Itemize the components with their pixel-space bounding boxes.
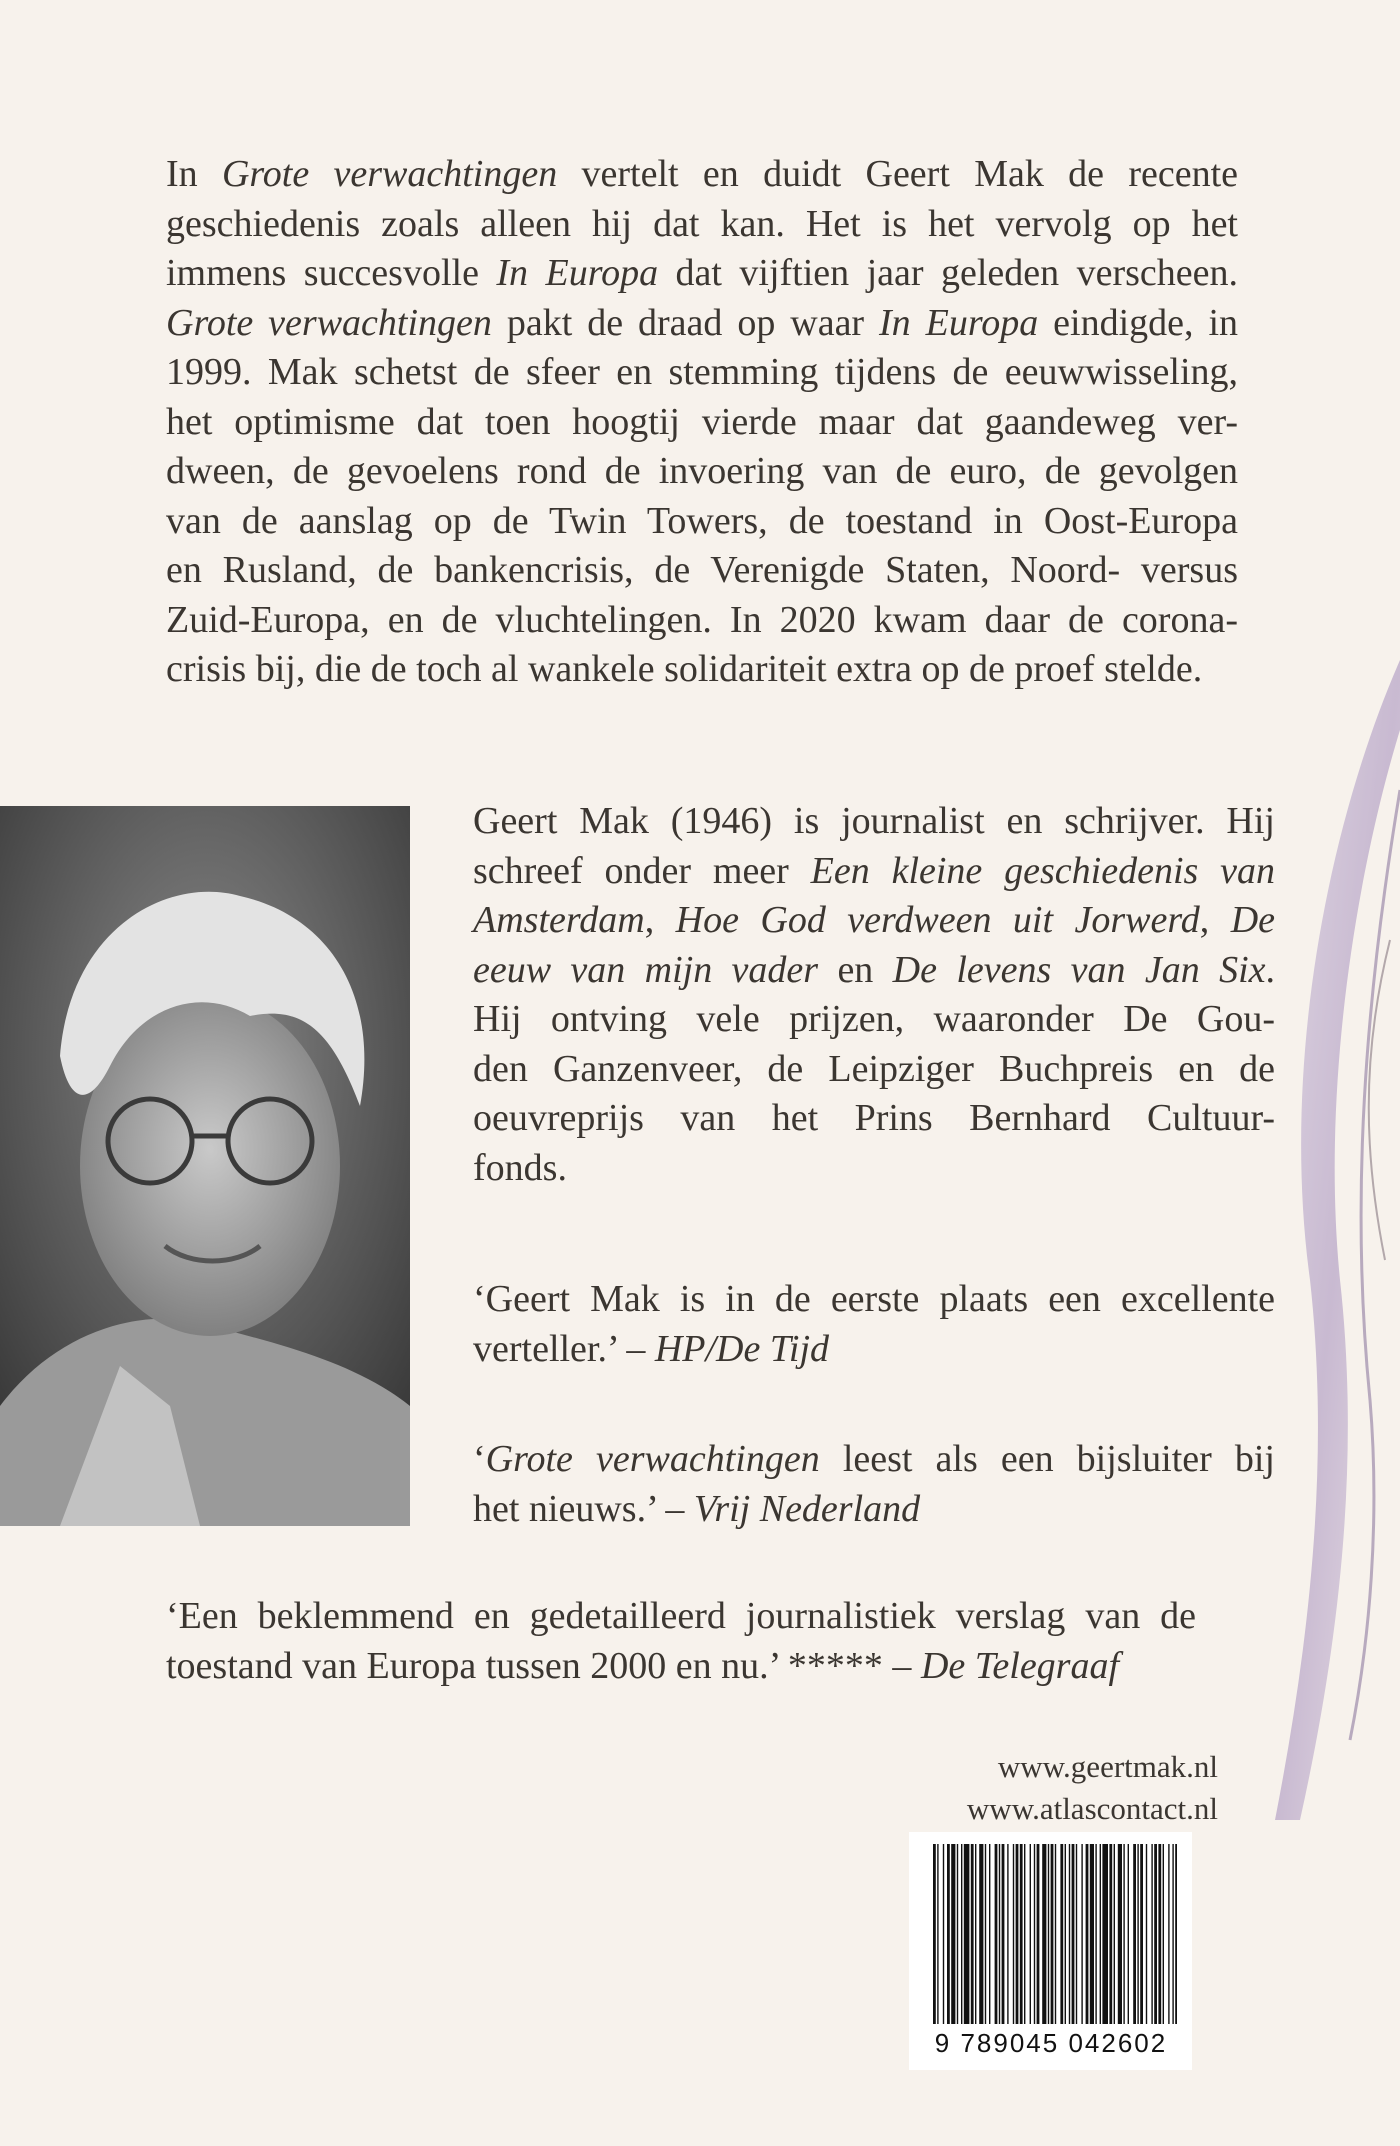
text-run: , [644,899,676,941]
barcode-bar [1123,1844,1124,2024]
text-run: van de aanslag op de Twin Towers, de toestand in Oost-Europa [166,499,1238,542]
italic-title: eeuw van mijn vader [473,948,819,991]
barcode-bar [1095,1844,1096,2024]
bio-line [473,1144,1275,1194]
bio-line [473,1045,1275,1095]
italic-title: In Europa [496,252,659,294]
review-quote-de-telegraaf [166,1592,1196,1691]
barcode-bar [1081,1844,1082,2024]
barcode-bar [961,1844,962,2024]
italic-title: Vrij Nederland [693,1487,921,1530]
italic-title: HP/De Tijd [654,1327,830,1370]
barcode-bar [1002,1844,1005,2024]
barcode-bar [1051,1844,1054,2024]
barcode-bar [1016,1844,1019,2024]
summary-line [166,150,1238,200]
text-run: leest als een bijsluiter bij [819,1438,1275,1480]
text-run: den Ganzenveer, de Leipziger Buchpreis en de [473,1047,1275,1090]
barcode-bar [1109,1844,1112,2024]
bio-line [473,1094,1275,1144]
text-run: Zuid-Europa, en de vluchtelingen. In 2020 kwam daar de corona- [166,598,1238,641]
barcode-bar [933,1844,936,2024]
barcode-bar [1151,1844,1152,2024]
italic-title: Grote verwachtingen [485,1438,820,1480]
barcode-bar [1137,1844,1138,2024]
text-run: het nieuws.’ – [473,1487,694,1530]
text-run: en Rusland, de bankencrisis, de Verenigde Staten, Noord- versus [166,549,1238,591]
italic-title: Grote verwachtingen [221,153,558,195]
review-quote-hp-de-tijd [473,1275,1275,1374]
barcode-bar [1007,1844,1008,2024]
barcode-bar [1076,1844,1077,2024]
summary-line [166,299,1238,349]
barcode-bar [937,1844,938,2024]
barcode-bar [1042,1844,1046,2024]
barcode-bar [1024,1844,1025,2024]
book-summary [166,150,1238,695]
summary-line [166,249,1238,299]
barcode-bar [1065,1844,1066,2024]
text-run: geschiedenis zoals alleen hij dat kan. Het is het vervolg op het [166,202,1238,245]
summary-line [166,645,1238,695]
barcode-bar [1146,1844,1147,2024]
summary-line [166,546,1238,596]
bio-line [473,797,1275,847]
italic-title: De Telegraaf [920,1644,1120,1687]
barcode-bar [943,1844,944,2024]
text-run: crisis bij, die de toch al wankele solidariteit extra op de proef stelde. [166,648,1203,690]
italic-title: De levens van Jan Six [892,948,1266,991]
barcode-bar [1034,1844,1035,2024]
text-run: ‘Een beklemmend en gedetailleerd journalistiek verslag van de [166,1595,1196,1637]
website-links [900,1746,1218,1830]
bio-line [473,946,1275,996]
bio-line [473,995,1275,1045]
text-run: pakt de draad op waar [491,301,880,344]
italic-title: Grote verwachtingen [166,301,492,344]
text-run: verteller.’ – [473,1327,655,1370]
quote-line [473,1275,1275,1325]
barcode-bar [1100,1844,1101,2024]
barcode-bar [995,1844,998,2024]
barcode-bar [957,1844,958,2024]
barcode-bar [1118,1844,1122,2024]
summary-line [166,447,1238,497]
barcode-bar [989,1844,990,2024]
text-run: In [166,153,222,195]
summary-line [166,596,1238,646]
summary-line [166,497,1238,547]
barcode-bar [1172,1844,1173,2024]
barcode-panel [909,1832,1192,2070]
author-photo [0,806,410,1526]
summary-line [166,398,1238,448]
text-run: toestand van Europa tussen 2000 en nu.’ ***** – [166,1644,921,1687]
barcode-bar [1140,1844,1143,2024]
text-run: vertelt en duidt Geert Mak de recente [557,153,1238,195]
barcode-bar [1060,1844,1063,2024]
text-run: Hij ontving vele prijzen, waaronder De Gou- [473,998,1275,1040]
text-run: dween, de gevoelens rond de invoering van de euro, de gevolgen [166,450,1238,492]
barcode-bar [1037,1844,1040,2024]
summary-line [166,348,1238,398]
quote-line [473,1435,1275,1485]
barcode-bar [1158,1844,1161,2024]
summary-line [166,200,1238,250]
italic-title: Amsterdam [473,899,645,941]
author-bio [473,797,1275,1193]
decorative-swirl [1270,640,1400,1840]
barcode-bar [1048,1844,1049,2024]
barcode-bar [1133,1844,1136,2024]
barcode-bar [999,1844,1000,2024]
text-run: ‘ [473,1438,486,1480]
publisher-website-link[interactable]: www.atlascontact.nl [966,1791,1218,1826]
text-run: . [1265,948,1275,991]
bio-line [473,896,1275,946]
quote-line [473,1485,1275,1535]
barcode-bar [947,1844,950,2024]
text-run: Geert Mak (1946) is journalist en schrijver. Hij [473,800,1275,842]
text-run: ‘Geert Mak is in de eerste plaats een excellente [473,1278,1275,1320]
isbn-number: 9 789045 042602 [934,2028,1168,2058]
italic-title: De [1230,899,1275,941]
italic-title: In Europa [879,301,1039,344]
text-run: oeuvreprijs van het Prins Bernhard Cultuur- [473,1097,1275,1139]
barcode-bar [1072,1844,1075,2024]
barcode-bar [985,1844,986,2024]
barcode-bar [1055,1844,1056,2024]
text-run: dat vijftien jaar geleden verscheen. [658,252,1239,294]
barcode-bar [1090,1844,1094,2024]
text-run: eindigde, in [1038,301,1238,344]
barcode-bar [975,1844,976,2024]
barcode-bar [1030,1844,1031,2024]
barcode-bar [1114,1844,1115,2024]
barcode-bar [1175,1844,1177,2024]
barcode-bar [1163,1844,1164,2024]
barcode-bar [1069,1844,1070,2024]
text-run: het optimisme dat toen hoogtij vierde maar dat gaandeweg ver- [166,400,1238,443]
isbn-barcode [933,1844,1177,2024]
bio-line [473,847,1275,897]
italic-title: Een kleine geschiedenis van [810,849,1275,892]
barcode-bar [1128,1844,1129,2024]
italic-title: Hoe God verdween uit Jorwerd [675,899,1200,941]
barcode-bar [964,1844,970,2024]
barcode-bar [979,1844,983,2024]
barcode-bar [1102,1844,1108,2024]
barcode-bar [1154,1844,1157,2024]
text-run: fonds. [473,1146,567,1189]
barcode-bar [1168,1844,1169,2024]
barcode-bar [971,1844,974,2024]
text-run: schreef onder meer [473,849,811,892]
barcode-bar [1086,1844,1089,2024]
text-run: 1999. Mak schetst de sfeer en stemming tijdens de eeuwwisseling, [166,351,1238,393]
text-run: immens succesvolle [166,252,497,294]
barcode-bar [1013,1844,1014,2024]
barcode-bar [1020,1844,1023,2024]
quote-line [473,1325,1275,1375]
quote-line [166,1642,1196,1692]
barcode-bar [951,1844,955,2024]
quote-line [166,1592,1196,1642]
text-run: , [1199,899,1231,941]
review-quote-vrij-nederland [473,1435,1275,1534]
author-website-link[interactable]: www.geertmak.nl [997,1749,1218,1784]
text-run: en [818,948,893,991]
